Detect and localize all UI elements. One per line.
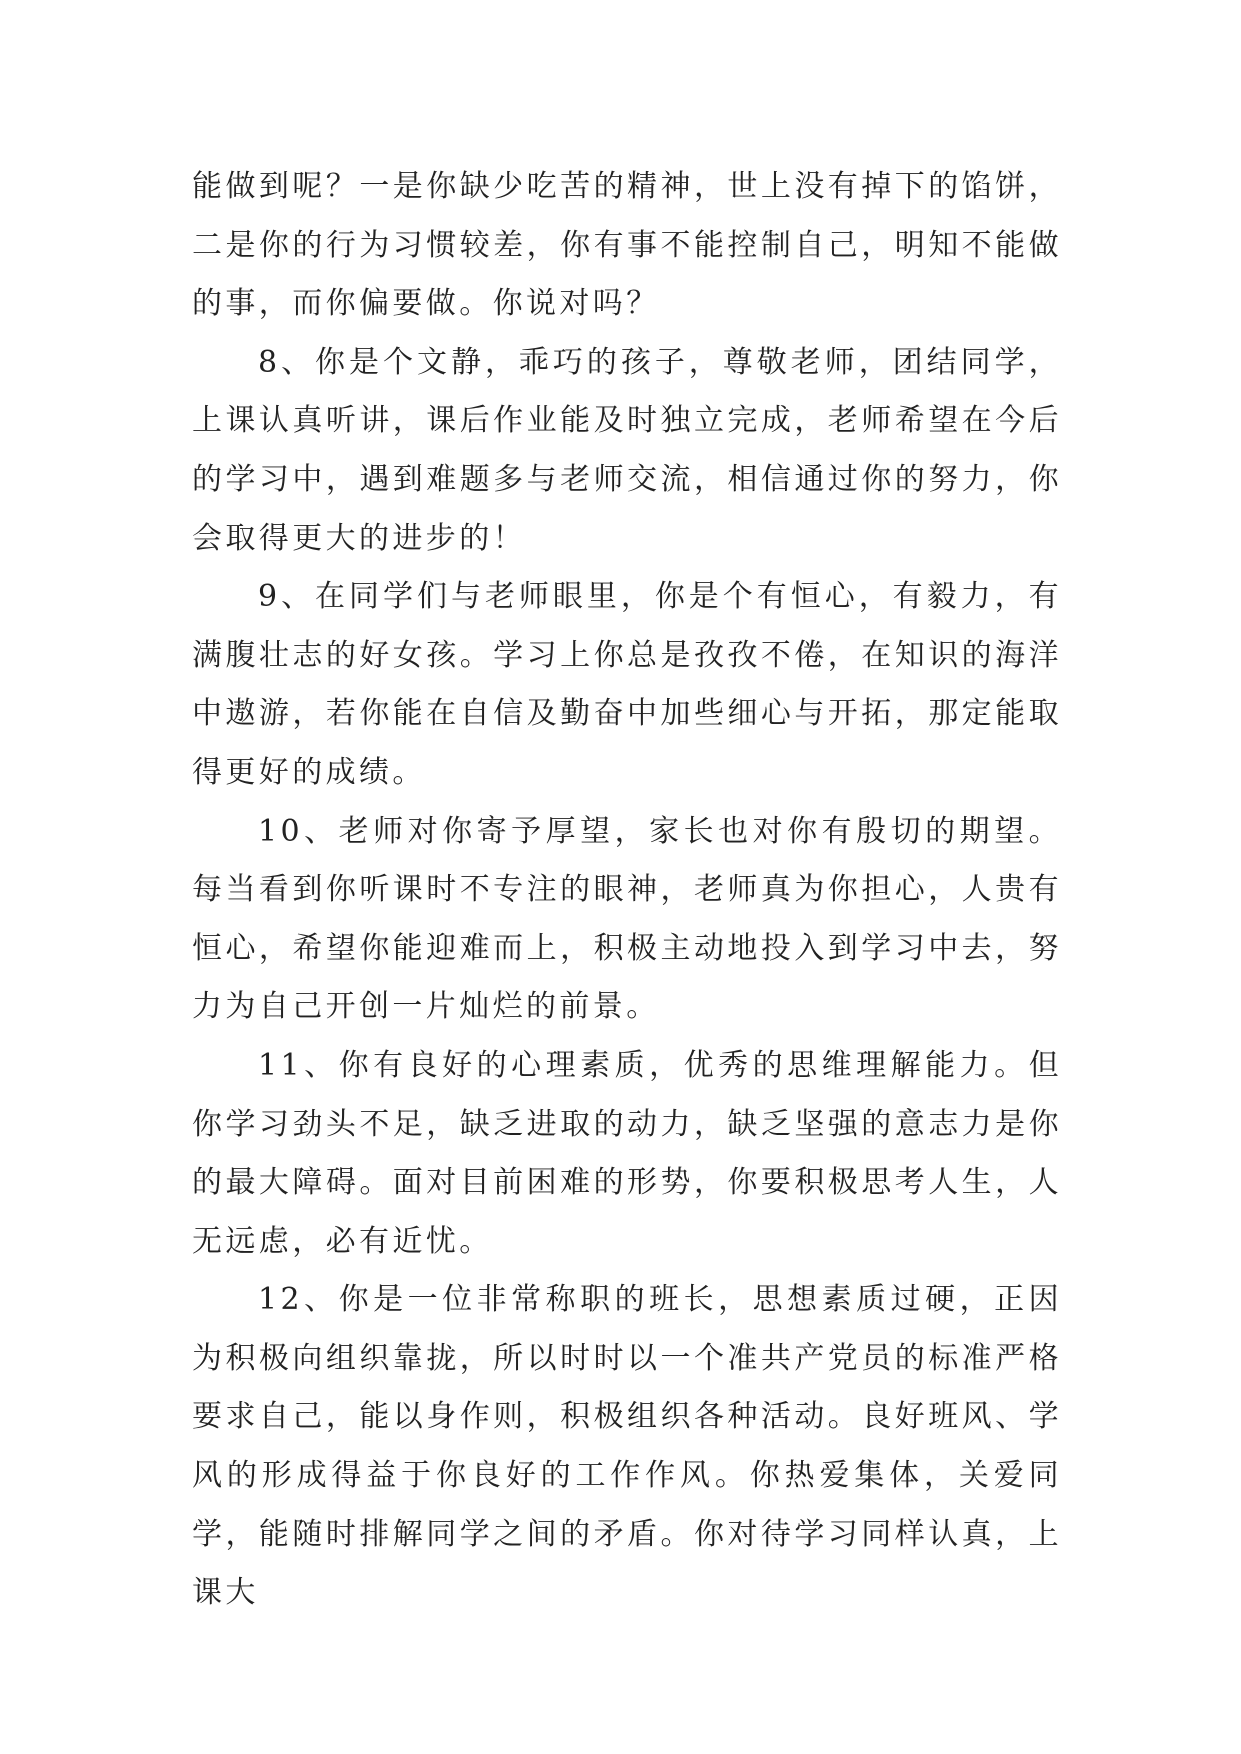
paragraph-comment-8: 8、你是个文静，乖巧的孩子，尊敬老师，团结同学，上课认真听讲，课后作业能及时独立完成，老师希望在今后的学习中，遇到难题多与老师交流，相信通过你的努力，你会取得更大的进步的！ bbox=[192, 344, 1062, 556]
paragraph-comment-10: 10、老师对你寄予厚望，家长也对你有殷切的期望。每当看到你听课时不专注的眼神，老师真为你担心，人贵有恒心，希望你能迎难而上，积极主动地投入到学习中去，努力为自己开创一片灿烂的前景。 bbox=[192, 813, 1062, 1025]
paragraph-comment-11: 11、你有良好的心理素质，优秀的思维理解能力。但你学习劲头不足，缺乏进取的动力，缺乏坚强的意志力是你的最大障碍。面对目前困难的形势，你要积极思考人生，人无远虑，必有近忧。 bbox=[192, 1047, 1062, 1259]
paragraph-comment-9: 9、在同学们与老师眼里，你是个有恒心，有毅力，有满腹壮志的好女孩。学习上你总是孜孜不倦，在知识的海洋中遨游，若你能在自信及勤奋中加些细心与开拓，那定能取得更好的成绩。 bbox=[192, 579, 1062, 790]
paragraph-comment-12: 12、你是一位非常称职的班长，思想素质过硬，正因为积极向组织靠拢，所以时时以一个准共产党员的标准严格要求自己，能以身作则，积极组织各种活动。良好班风、学风的形成得益于你良好的工作作风。你热爱集体，关爱同学，能随时排解同学之间的矛盾。你对待学习同样认真，上课大 bbox=[192, 1282, 1062, 1611]
paragraph-continuation: 能做到呢？一是你缺少吃苦的精神，世上没有掉下的馅饼，二是你的行为习惯较差，你有事不能控制自己，明知不能做的事，而你偏要做。你说对吗？ bbox=[192, 169, 1062, 322]
document-body bbox=[192, 158, 1062, 1623]
